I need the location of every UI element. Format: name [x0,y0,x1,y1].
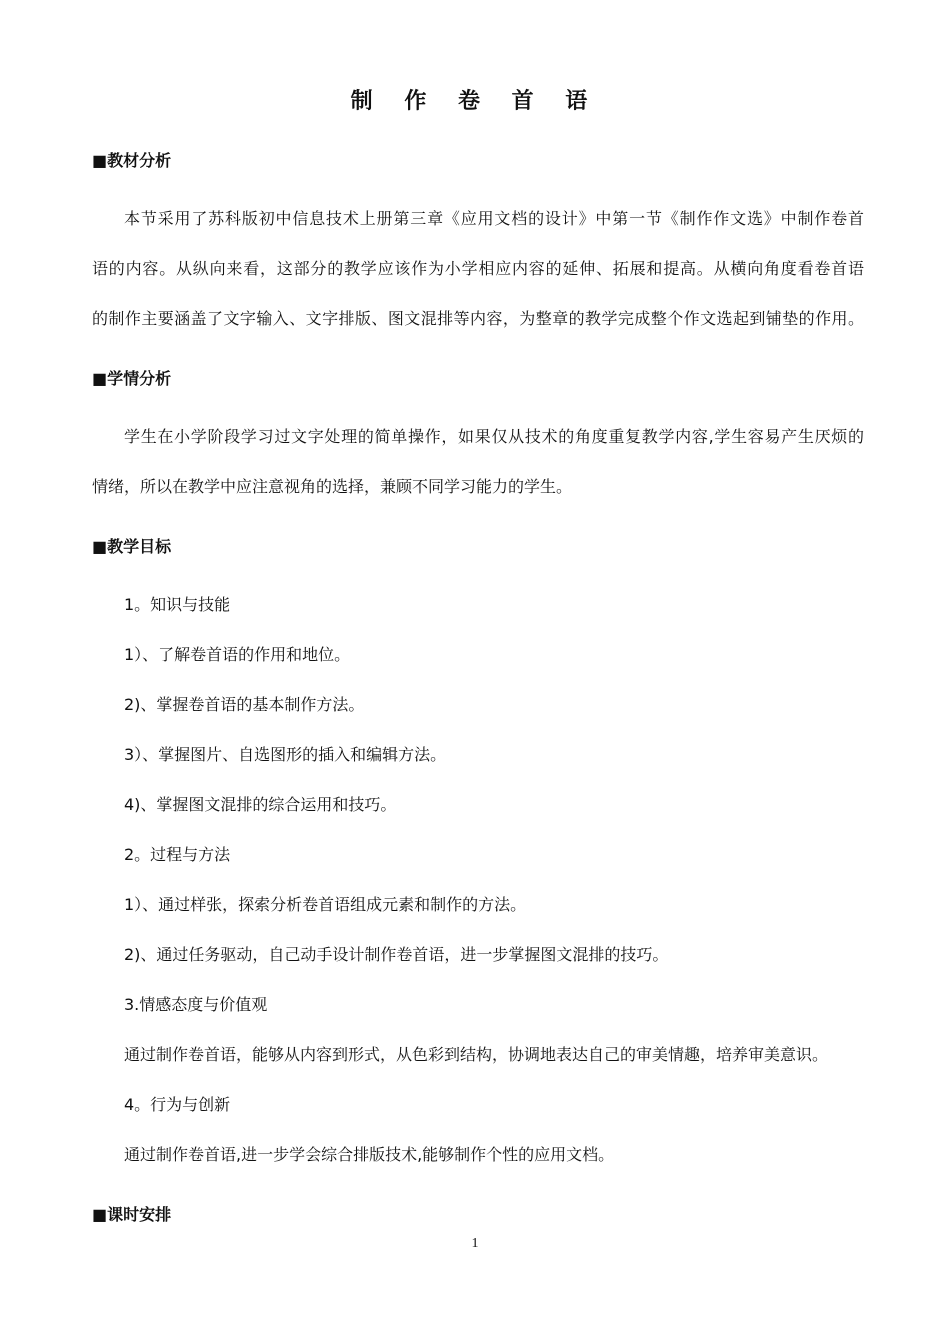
heading-textbook-analysis: ■教材分析 [92,151,172,170]
list-item: 1）、了解卷首语的作用和地位。 [124,645,351,664]
heading-teaching-goals: ■教学目标 [92,537,172,556]
heading-schedule: ■课时安排 [92,1205,172,1224]
paragraph-line: 情绪，所以在教学中应注意视角的选择，兼顾不同学习能力的学生。 [92,477,573,496]
heading-student-analysis: ■学情分析 [92,369,172,388]
page-title: 制 作 卷 首 语 [350,89,600,114]
list-item: 1）、通过样张，探索分析卷首语组成元素和制作的方法。 [124,895,527,914]
list-item: 3.情感态度与价值观 [124,995,268,1014]
paragraph-line: 本节采用了苏科版初中信息技术上册第三章《应用文档的设计》中第一节《制作作文选》中制作卷首 [124,209,864,228]
paragraph-line: 语的内容。从纵向来看，这部分的教学应该作为小学相应内容的延伸、拓展和提高。从横向角度看卷首语 [92,259,864,278]
list-item: 4。行为与创新 [124,1095,231,1114]
list-item: 4)、掌握图文混排的综合运用和技巧。 [124,795,397,814]
list-item: 2)、掌握卷首语的基本制作方法。 [124,695,365,714]
list-item: 1。知识与技能 [124,595,231,614]
list-item: 通过制作卷首语，能够从内容到形式，从色彩到结构，协调地表达自己的审美情趣，培养审美意识。 [124,1045,829,1064]
list-item: 通过制作卷首语,进一步学会综合排版技术,能够制作个性的应用文档。 [124,1145,615,1164]
list-item: 2。过程与方法 [124,845,231,864]
page-number: 1 [471,1236,479,1251]
paragraph-line: 学生在小学阶段学习过文字处理的简单操作，如果仅从技术的角度重复教学内容,学生容易产生厌烦的 [124,427,864,446]
list-item: 2)、通过任务驱动，自己动手设计制作卷首语，进一步掌握图文混排的技巧。 [124,945,669,964]
paragraph-line: 的制作主要涵盖了文字输入、文字排版、图文混排等内容，为整章的教学完成整个作文选起到铺垫的作用。 [92,309,864,328]
list-item: 3）、掌握图片、自选图形的插入和编辑方法。 [124,745,447,764]
